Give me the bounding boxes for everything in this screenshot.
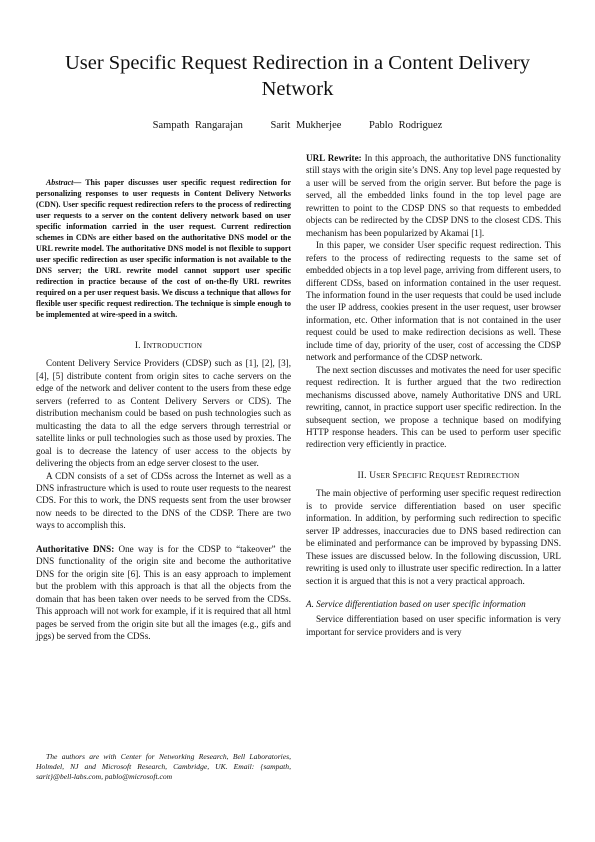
paragraph-heading: Authoritative DNS: bbox=[36, 543, 115, 554]
body-paragraph: Content Delivery Service Providers (CDSP) such as [1], [2], [3], [4], [5] distribute content from origin sites to cache servers on the edge of the network and deliver content to the users from these edge servers (referred to as Content Delivery Servers or CDS). The distribution mechanism could be based on push technologies such as multicasting the data to all the edge servers through terrestrial or satellite links or pull technologies such as those used by proxies. The goal is to decrease the latency of user access to the objects by delivering the objects from an edge server closest to the user. bbox=[36, 358, 291, 469]
subsection-heading: A. Service differentiation based on user specific information bbox=[306, 598, 526, 609]
body-paragraph: A CDN consists of a set of CDSs across the Internet as well as a DNS infrastructure which is used to route user requests to the nearest CDS. For this to work, the DNS requests sent from the user browser now needs to be directed to the DNS of the CDSP. There are two ways to accomplish this. bbox=[36, 470, 291, 531]
section-initial: R bbox=[466, 470, 474, 481]
abstract bbox=[36, 177, 291, 320]
body-paragraph: In this paper, we consider User specific request redirection. This refers to the process of redirecting requests to the same set of embedded objects in a top level page, arriving from different users, to different CDSs, based on information contained in the user request. The information found in the user requests that could be used include the user IP address, cookies present in the user request, user browser information, etc. Other information that is not contained in the user request could be used to make redirection decisions as well. These include time of day, priority of the user, cost of accessing the CDSP network and performance of the CDSP network. bbox=[306, 240, 561, 363]
footnote: The authors are with Center for Networking Research, Bell Laboratories, Holmdel, NJ and Microsoft Research, Cambridge, UK. Email: {sampath, sarit}@bell-labs.com, pablo@microsoft.com bbox=[36, 752, 291, 782]
left-column bbox=[36, 177, 291, 642]
section-initial: U bbox=[369, 470, 377, 481]
section-number: I. bbox=[134, 341, 144, 351]
author-name: Sarit Mukherjee bbox=[270, 120, 342, 131]
abstract-text: This paper discusses user specific request redirection for personalizing responses to user requests in Content Delivery Networks (CDN). User specific request redirection refers to the process of redirecting user requests to a server on the content delivery network based on user specific information carried in the user request. Current redirection schemes in CDNs are either based on the authoritative DNS model or the URL rewrite model. The authoritative DNS model is not flexible to support user specific redirection as user specific information is not available to the DNS server; the URL rewrite model cannot support user specific redirection in practice because of the cost of on-the-fly URL rewrites required on a per user request basis. We discuss a technique that allows for flexible user specific request redirection. The technique is simple enough to be implemented at wire-speed in a switch. bbox=[36, 178, 291, 319]
body-paragraph bbox=[36, 543, 291, 643]
author-name: Pablo Rodriguez bbox=[369, 120, 443, 131]
section-heading-user-specific-request-redirection bbox=[306, 470, 561, 482]
section-title-rest: NTRODUCTION bbox=[146, 341, 203, 350]
body-paragraph: Service differentiation based on user specific information is very important for service providers and is very bbox=[306, 614, 561, 637]
paragraph-text: One way is for the CDSP to “takeover” the DNS functionality of the origin site and become the authoritative DNS for the origin site [6]. This is an easy approach to implement but the problem with this approach is that all the objects from the domain that has been taken over needs to be served from the CDSs. This approach will not work for example, if it is required that all html pages be served from the origin site but all the images (e.g., gifs and jpgs) be served from the CDSs. bbox=[36, 543, 291, 641]
paragraph-text: In this approach, the authoritative DNS functionality still stays with the origin site’s DNS. Any top level page requested by a user will be served from the origin server. But before the page is served, all the embedded links found in the top level page are rewritten to point to the CDSP DNS so that requests to embedded objects can be redirected by the CDSP DNS to the closest CDS. This mechanism has been popularized by Akamai [1]. bbox=[306, 153, 561, 238]
section-title-rest: EDIRECTION bbox=[473, 470, 520, 480]
section-title-rest: PECIFIC bbox=[397, 470, 429, 480]
section-heading-introduction bbox=[36, 340, 291, 352]
section-initial: R bbox=[428, 470, 436, 481]
section-number: II. bbox=[357, 470, 370, 481]
section-title-rest: EQUEST bbox=[435, 470, 467, 480]
section-initial: S bbox=[392, 470, 398, 481]
body-paragraph: The main objective of performing user specific request redirection is to provide service differentiation based on user specific information. In addition, by performing such redirection to specific server IP addresses, inaccuracies due to DNS based redirection can be eliminated and performance can be improved by bypassing DNS. These issues are discussed below. In the following discussion, URL rewriting is used only to illustrate user specific redirection. In a latter section it is argued that this is not a very practical approach. bbox=[306, 488, 561, 586]
author-list bbox=[40, 120, 555, 131]
body-paragraph: The next section discusses and motivates the need for user specific request redirection. It is further argued that the two redirection mechanisms discussed above, namely Authoritative DNS and URL rewriting, cannot, in practice support user specific redirection. In the subsequent section, we propose a technique based on modifying HTTP response headers. This can be used to perform user specific redirection very efficiently in practice. bbox=[306, 364, 561, 450]
section-title-rest: SER bbox=[376, 470, 393, 480]
paper-title: User Specific Request Redirection in a Content Delivery Network bbox=[64, 52, 531, 100]
section-initial: I bbox=[143, 341, 147, 351]
paragraph-heading: URL Rewrite: bbox=[306, 153, 362, 163]
right-column bbox=[306, 152, 561, 638]
author-name: Sampath Rangarajan bbox=[152, 120, 243, 131]
body-paragraph bbox=[306, 152, 561, 239]
abstract-label: Abstract— bbox=[46, 178, 82, 187]
